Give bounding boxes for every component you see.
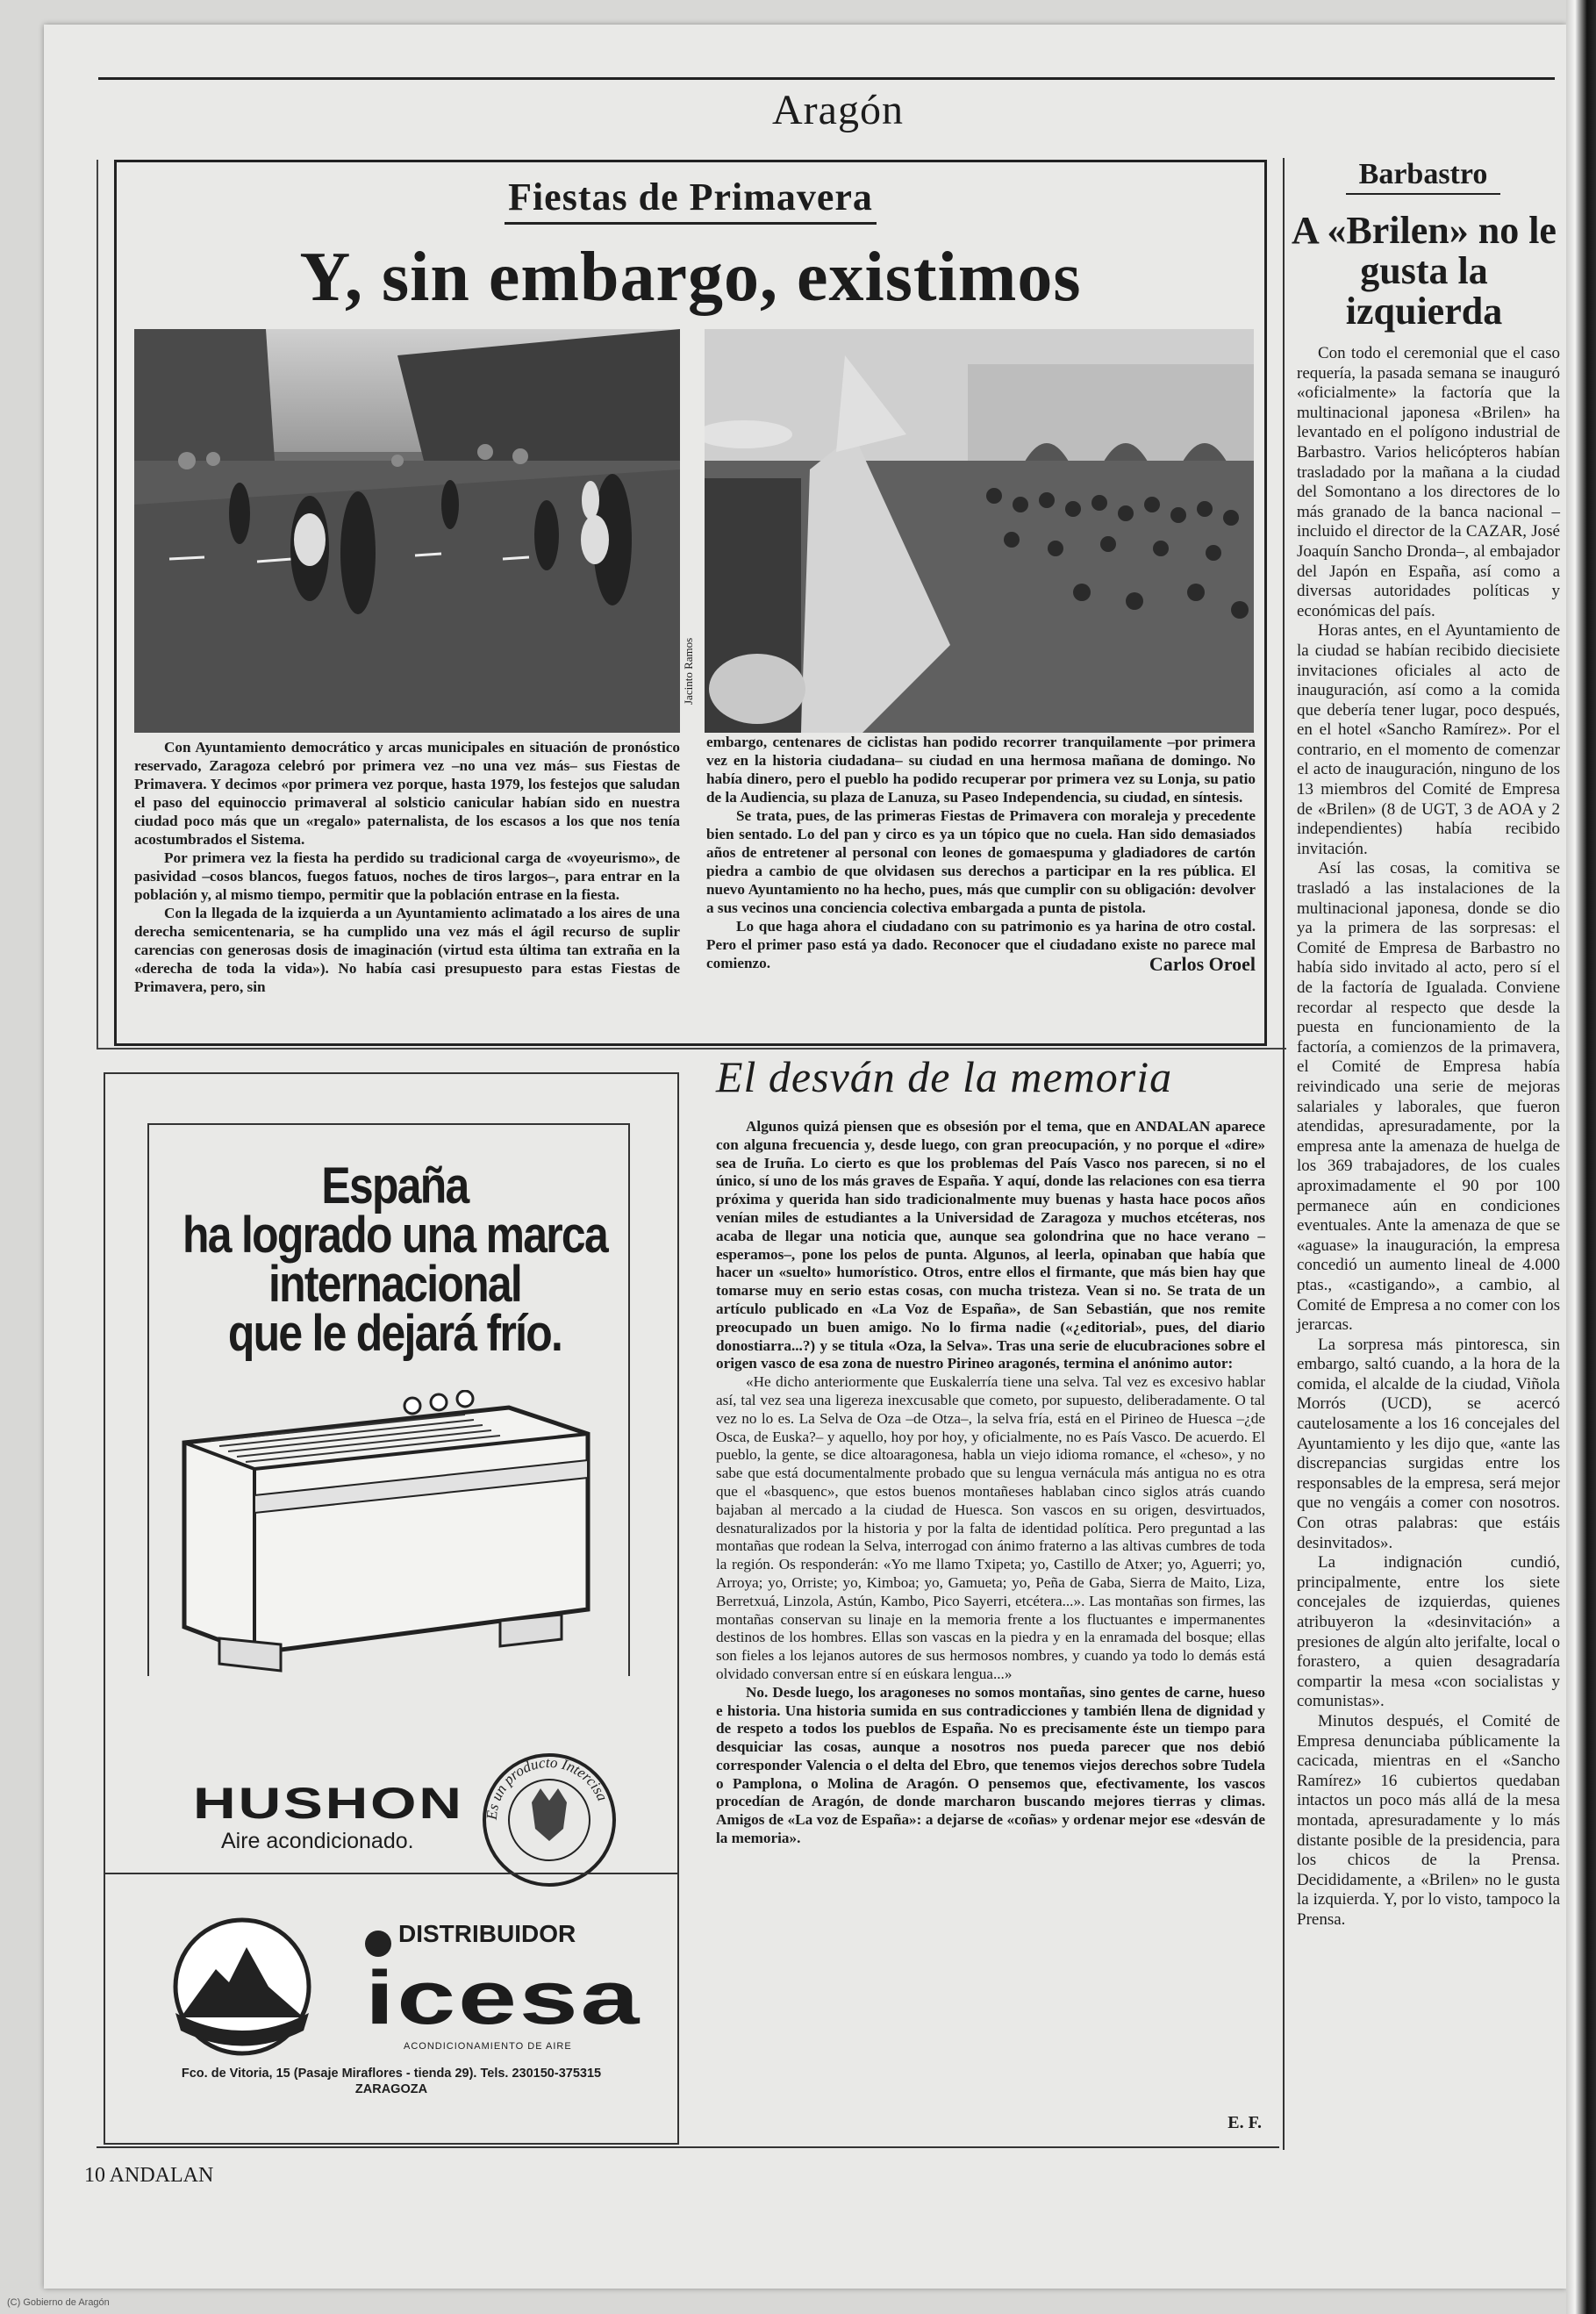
ad-address: Fco. de Vitoria, 15 (Pasaje Miraflores - tienda 29). Tels. 230150-375315 ZARAGOZA (181, 2067, 602, 2096)
svg-text:Es un producto Intercisa: Es un producto Intercisa (483, 1753, 612, 1821)
ad-distributor-logo: icesa (365, 1956, 642, 2040)
feature-paragraph: Con la llegada de la izquierda a un Ayuntamiento aclimatado a los aires de una derecha semicentenaria, se ha cumplido una vez más el ágil recurso de suplir carencias con generosas dosis de imaginación (virtud esta última tan extraña en la «derecha de toda la vida»). No había casi presupuesto para estas Fiestas de Primavera, pero, sin (134, 905, 680, 995)
ad-distributor-subtitle: ACONDICIONAMIENTO DE AIRE (404, 2041, 572, 2052)
intercisa-seal-icon (479, 1750, 619, 1890)
feature-byline: Carlos Oroel (1149, 953, 1256, 975)
article2-paragraph: Algunos quizá piensen que es obsesión por el tema, que en ANDALAN aparece con alguna frecuencia y, desde luego, con gran preocupación, y no porque el «dire» sea de Iruña. Lo cierto es que los problemas del País Vasco nos parecen, si no el único, sí uno de los más graves de España. Y aquí, donde las relaciones con esa tierra próxima y querida han sido tradicionalmente muy buenas y hasta hace pocos años venían miles de estudiantes a la Universidad de Zaragoza y muchos etcéteras, nos acaba de llegar una noticia que, aunque sea golondrina que no hace verano –esperamos–, pone los pelos de punta. Algunos, al leerla, opinaban que había que hacer un «suelto» humorístico. Otros, entre ellos el firmante, que más bien hay que tomarse muy en serio estas cosas, con mucha tristeza. Vean si no. Se trata de un artículo publicado en «La Voz de España», de San Sebastián, que nos remite preocupado un buen amigo. No lo firma nadie («¿editorial», pues, del diario donostiarra...?) y se titula «Oza, la Selva». Tras una serie de elucubraciones sobre el origen vasco de esa zona de nuestro Pirineo aragonés, termina el anónimo autor: (716, 1118, 1265, 1372)
feature-paragraph: Lo que haga ahora el ciudadano con su patrimonio es ya harina de otro costal. Pero el primer paso está ya dado. Reconocer que el ciudadano existe no parece mal comienzo. (706, 918, 1256, 971)
copyright-note: (C) Gobierno de Aragón (7, 2297, 110, 2308)
sidebar-paragraph: Horas antes, en el Ayuntamiento de la ciudad se habían recibido diecisiete invitaciones oficiales al acto de inauguración, así como a la comida que debería tener lugar, poco después, en el hotel «Sancho Ramírez». Por el contrario, en el momento de comenzar el acto de inauguración, ninguno de los 13 miembros del Comité de Empresa de «Brilen» (8 de UGT, 3 de AOA y 2 independientes) había recibido invitación. (1297, 621, 1560, 858)
sidebar-paragraph: La indignación cundió, principalmente, entre los siete concejales de izquierdas, quienes atribuyeron la «desinvitación» a presiones de algún alto jerifalte, local o forastero, a quien desagradaría compartir la mesa «con socialistas y comunistas». (1297, 1553, 1560, 1711)
page-folio: 10 ANDALAN (84, 2164, 214, 2187)
feature-kicker: Fiestas de Primavera (117, 175, 1264, 219)
sidebar-article (1283, 158, 1562, 2150)
sidebar-paragraph: Con todo el ceremonial que el caso requería, la pasada semana se inauguró «oficialmente» la factoría que la multinacional japonesa «Brilen» ha levantado en el polígono industrial de Barbastro. Varios helicópteros habían trasladado por la mañana a la ciudad del Somontano a los directores de lo más granado de la banca nacional –incluido el director de la CAZAR, José Joaquín Sancho Dronda–, al embajador del Japón en España, así como a diversas autoridades políticas y económicas del país. (1297, 344, 1560, 620)
festival-crowd-photo (705, 329, 1254, 733)
top-rule (98, 77, 1555, 80)
article2-title: El desván de la memoria (716, 1052, 1173, 1101)
ad-headline: España ha logrado una marca internacional que le dejará frío. (183, 1157, 607, 1362)
scan-edge (1566, 0, 1596, 2314)
feature-article (114, 160, 1267, 1046)
feature-column-2 (706, 733, 1256, 973)
feature-paragraph: Se trata, pues, de las primeras Fiestas de Primavera con moraleja y precedente bien sentado. Lo del pan y circo es ya un tópico que no cuela. Han sido demasiados años de entretener al personal con leones de gomaespuma y gladiadores de cartón piedra a cambio de que olvidasen sus derechos a participar en la res pública. El nuevo Ayuntamiento no ha hecho, pues, más que cumplir con su obligación: devolver a sus vecinos una conciencia colectiva embargada a punta de pistola. (706, 807, 1256, 916)
article2-paragraph: No. Desde luego, los aragoneses no somos montañas, sino gentes de carne, hueso e historia. Una historia sumida en sus contradicciones y también llena de dignidad y de respeto a todos los pueblos de España. No es precisamente éste un tiempo para desquiciar las cosas, aunque a nosotros nos pueda parecer que nos debió corresponder Valencia o el delta del Ebro, que tenemos viejos derechos sobre Tudela o Pamplona, o Molina de Aragón. O pensemos que, efectivamente, los vascos procedían de Aragón, de donde marcharon buscando mejores tierras y climas. Amigos de «La voz de España»: a dejarse de «coñas» y ordenar mejor ese «desván de la memoria». (716, 1683, 1265, 1847)
feature-paragraph: embargo, centenares de ciclistas han podido recorrer tranquilamente –por primera vez en la historia ciudadana– su ciudad en una hermosa mañana de domingo. No había dinero, pero el pueblo ha podido recuperar por primera vez su Lonja, su patio de la Audiencia, su plaza de Lanuza, su Paseo Independencia, su ciudad, en síntesis. (706, 734, 1256, 806)
sidebar-paragraph: La sorpresa más pintoresca, sin embargo, saltó cuando, a la hora de la comida, el alcalde de la ciudad, Viñola Morrós (UCD), se acercó cautelosamente a los 16 concejales del Ayuntamiento y les dijo que, «ante las discrepancias surgidas entre los responsables de la empresa, será mejor que no vengáis a comer con nosotros. Con otras palabras: que estáis desinvitados». (1297, 1335, 1560, 1552)
sidebar-body (1297, 344, 1560, 1931)
section-title: Aragón (772, 87, 904, 133)
sidebar-headline: A «Brilen» no le gusta la izquierda (1292, 209, 1557, 333)
street-crowd-photo (134, 329, 680, 733)
bottom-rule (97, 2146, 1279, 2148)
article2-signature: E. F. (1227, 2113, 1262, 2132)
sidebar-paragraph: Minutos después, el Comité de Empresa denunciaba públicamente la cacicada, mientras en el «Sancho Ramírez» 16 cubiertos quedaban intactos un poco más allá de la mesa montada, apresuradamente y lo más distante posible de la presidencia, para los chicos de la Prensa. Decididamente, a «Brilen» no le gusta la izquierda. Y, por lo visto, tampoco la Prensa. (1297, 1711, 1560, 1929)
feature-paragraph: Con Ayuntamiento democrático y arcas municipales en situación de pronóstico reservado, Zaragoza celebró por primera vez –no una vez más– sus Fiestas de Primavera. Y decimos «por primera vez porque, hasta 1979, los festejos que saludan el paso del equinoccio primaveral al solsticio canicular habían sido en nuestra ciudad poco más que un «regalo» paternalista, de los escasos a los que nos tenía acostumbrados el Sistema. (134, 739, 680, 848)
feature-paragraph: Por primera vez la fiesta ha perdido su tradicional carga de «voyeurismo», de pasividad –cosos blancos, fuegos fatuos, noches de tiros largos–, para entrar en la población y, al mismo tiempo, permitir que la población entrase en la fiesta. (134, 849, 680, 903)
ad-brand-logo: HUSHON (193, 1779, 464, 1828)
ad-brand-subtitle: Aire acondicionado. (221, 1829, 414, 1853)
air-conditioner-illustration (175, 1390, 614, 1706)
mountain-logo-icon (172, 1916, 312, 2057)
article2-body (716, 1118, 1265, 1848)
ad-divider (105, 1873, 677, 1874)
article2-quote: «He dicho anteriormente que Euskalerría tiene una selva. Tal vez es excesivo hablar así, tal vez sea una ligereza inexcusable que cometo, por supuesto, deliberadamente. O tal vez no lo es. La Selva de Oza –de Otza–, la selva fría, está en el Pirineo de Huesca –¿de Osca, de Euska?– y aquello, hoy por hoy, y oficialmente, no es País Vasco. De acuerdo. El pueblo, la gente, se dice altoaragonesa, habla un viejo idioma romance, el «cheso», y no sabe que está documentalmente probado que su lengua vernácula más antigua no es otra que el «basquenc», que estos buenos montañeses hablaban cinco siglos atrás cuando bajaban al mercado a la ciudad de Huesca. Son vascos en su origen, desvirtuados, desnaturalizados por la historia y por la falta de identidad política. Pero preguntad a las montañas que rodean la Selva, interrogad con ánimo fraterno a las altivas cumbres de toda la región. Os responderán: «Yo me llamo Txipeta; yo, Castillo de Atxer; yo, Aguerri; yo, Arroya; yo, Orriste; yo, Kimboa; yo, Gamueta; yo, Peña de Gaba, Sierra de Maito, Liza, Berretxuá, Linzola, Astún, Kambo, Pico Sayerri, etcétera...». Las montañas son firmes, las montañas conservan su linaje en la memoria frente a los fluctuantes e impermanentes destinos de los hombres. Ellas son vascas en la piedra y en la enramada del bosque; ellas son fieles a los lejanos autores de sus hermosos nombres, y cuando ya todo lo demás está olvidado conversan entre sí en eúskara lengua...» (716, 1373, 1265, 1682)
sidebar-paragraph: Así las cosas, la comitiva se trasladó a las instalaciones de la multinacional japonesa, donde se dio ya la primera de las sorpresas: el Comité de Empresa de Barbastro no había sido invitado al acto, pero sí el de la factoría de Igualada. Conviene recordar al respecto que desde la puesta en funcionamiento de la factoría, a comienzos de la primavera, el Comité de Empresa había reivindicado una serie de mejoras salariales y laborales, que fueron atendidas, apresuradamente, por la empresa ante la amenaza de huelga de los 369 trabajadores, de los cuales aproximadamente el 90 por 100 permanece aún en condiciones eventuales. Ante la amenaza de que se «aguase» la inauguración, la empresa concedió un aumento lineal de 4.000 ptas., «castigando», a cambio, al Comité de Empresa a no comer con los jerarcas. (1297, 859, 1560, 1335)
feature-headline: Y, sin embargo, existimos (299, 239, 1082, 316)
sidebar-kicker: Barbastro (1346, 158, 1500, 195)
memory-attic-article (693, 1051, 1267, 2148)
photo-credit: Jacinto Ramos (682, 637, 695, 706)
advertisement (104, 1072, 679, 2145)
ad-distributor-label: DISTRIBUIDOR (398, 1920, 576, 1947)
feature-column-1 (134, 738, 680, 996)
